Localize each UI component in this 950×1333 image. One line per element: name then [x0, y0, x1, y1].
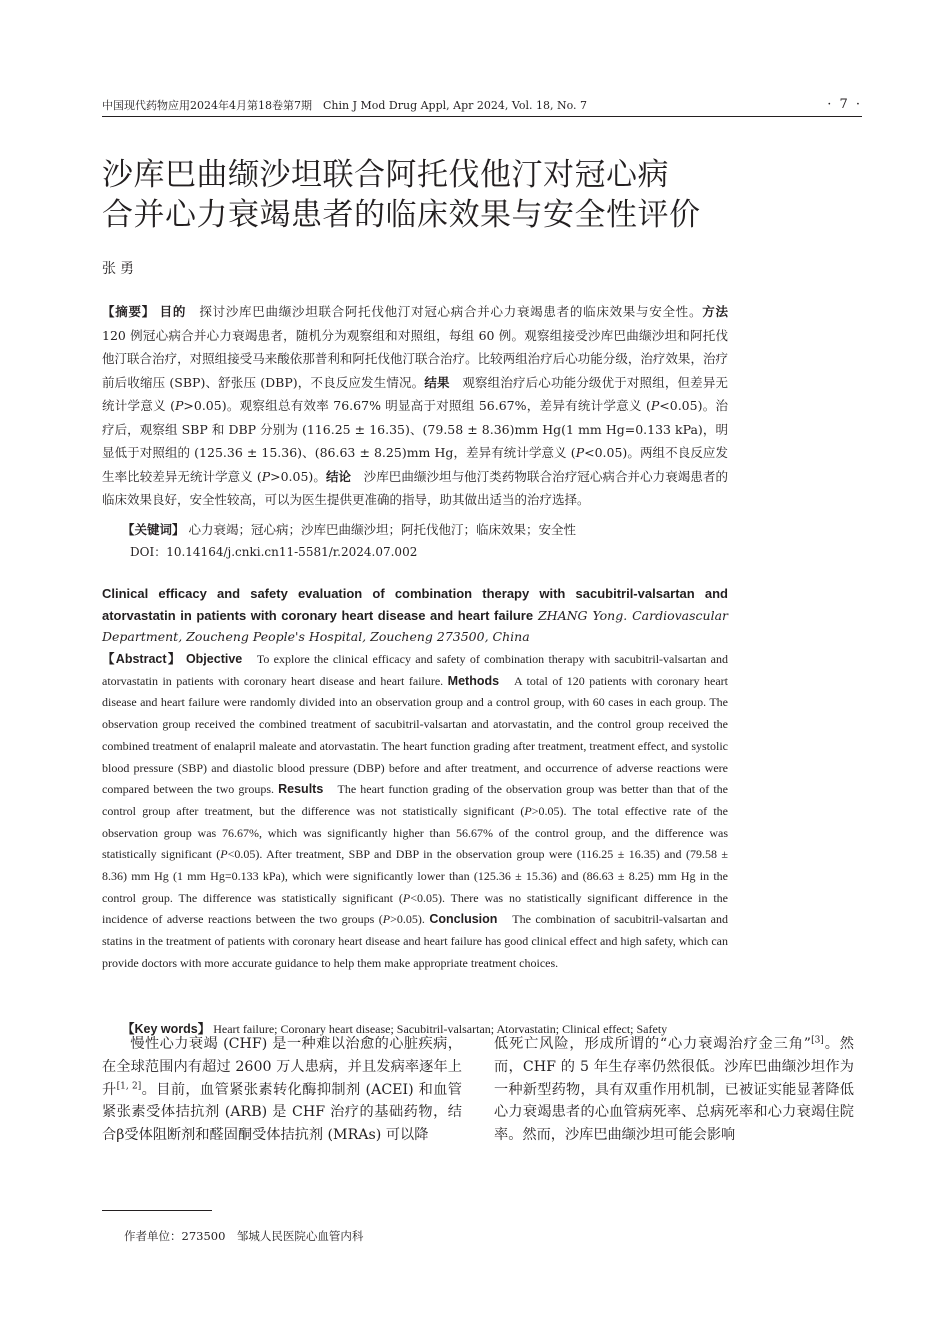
- en-conclusion-text: The combination of sacubitril-valsartan and statins in the treatment of patients with coronary heart disease and heart failure has good clinical effect and high safety, which can provide doctors with more accurate guidance to help them make appropriate treatment choices.: [102, 912, 728, 970]
- title-line-2: 合并心力衰竭患者的临床效果与安全性评价: [102, 197, 701, 233]
- english-title: Clinical efficacy and safety evaluation of combination therapy with sacubitril-valsartan and atorvastatin in patients with coronary heart disease and heart failure: [102, 586, 728, 623]
- reference-1-2: [1, 2]: [116, 1080, 142, 1091]
- footnote-divider: [102, 1210, 212, 1211]
- en-abstract-label: 【Abstract】: [102, 652, 182, 666]
- objective-label: 目的: [159, 304, 187, 319]
- english-affiliation: ZHANG Yong. Cardiovascular Department, Zoucheng People's Hospital, Zoucheng 273500, China: [102, 607, 729, 644]
- english-title-block: [102, 583, 728, 648]
- en-keywords-label: 【Key words】: [122, 1022, 211, 1036]
- results-text: 观察组治疗后心功能分级优于对照组，但差异无统计学意义 (P>0.05)。观察组总有效率 76.67% 明显高于对照组 56.67%，差异有统计学意义 (P<0.05)。治疗后，观察组 SBP 和 DBP 分别为 (116.25 ± 16.35)、(79.58 ± 8.36)mm Hg(1 mm Hg=0.133 kPa)，明显低于对照组的 (125.36 ± 15.36)、(86.63 ± 8.25)mm Hg，差异有统计学意义 (P<0.05)。两组不良反应发生率比较差异无统计学意义 (P>0.05)。: [102, 374, 728, 484]
- keywords-text: 心力衰竭；冠心病；沙库巴曲缬沙坦；阿托伐他汀；临床效果；安全性: [188, 522, 577, 537]
- reference-3: [3]: [811, 1035, 824, 1046]
- en-results-text: The heart function grading of the observation group was better than that of the control group after treatment, but the difference was not statistically significant (P>0.05). The total effective rate of the observation group was 76.67%, which was significantly higher than 56.67% of the control group, and the difference was statistically significant (P<0.05). After treatment, SBP and DBP in the observation group were (116.25 ± 16.35) and (79.58 ± 8.36) mm Hg (1 mm Hg=0.133 kPa), which were significantly lower than (125.36 ± 15.36) and (86.63 ± 8.25) mm Hg in the control group. The difference was statistically significant (P<0.05). There was no statistically significant difference in the incidence of adverse reactions between the two groups (P>0.05).: [102, 782, 729, 927]
- body-column-left: 慢性心力衰竭 (CHF) 是一种难以治愈的心脏疾病，在全球范围内有超过 2600 万人患病，并且发病率逐年上升[1, 2]。目前，血管紧张素转化酶抑制剂 (ACEI) 和血管紧张素受体拮抗剂 (ARB) 是 CHF 治疗的基础药物，结合β受体阻断剂和醛固酮受体拮抗剂 (MRAs) 可以降: [102, 1036, 462, 1144]
- en-methods-text: A total of 120 patients with coronary heart disease and heart failure were randomly divided into an observation group and a control group, with 60 cases in each group. The observation group received the combined treatment of sacubitril-valsartan and atorvastatin, and the control group received the combined treatment of enalapril maleate and atorvastatin. The heart function grading after treatment, treatment effect, and systolic blood pressure (SBP) and diastolic blood pressure (DBP) before and after treatment, and occurrence of adverse reactions were compared between the two groups.: [102, 673, 728, 797]
- en-conclusion-label: Conclusion: [429, 912, 498, 927]
- journal-citation: 中国现代药物应用2024年4月第18卷第7期 Chin J Mod Drug Appl, Apr 2024, Vol. 18, No. 7: [102, 99, 587, 112]
- english-abstract: [102, 649, 728, 975]
- body-column-right: 低死亡风险，形成所谓的“心力衰竭治疗金三角”[3]。然而，CHF 的 5 年生存率仍然很低。沙库巴曲缬沙坦作为一种新型药物，具有双重作用机制，已被证实能显著降低心力衰竭患者的心血管病死率、总病死率和心力衰竭住院率。然而，沙库巴曲缬沙坦可能会影响: [494, 1035, 854, 1144]
- en-objective-label: Objective: [185, 652, 243, 666]
- methods-label: 方法: [702, 304, 728, 319]
- keywords-label: 【关键词】: [122, 522, 185, 537]
- title-line-1: 沙库巴曲缬沙坦联合阿托伐他汀对冠心病: [102, 157, 669, 193]
- running-head: [102, 98, 862, 117]
- methods-text: 120 例冠心病合并心力衰竭患者，随机分为观察组和对照组，每组 60 例。观察组接受沙库巴曲缬沙坦和阿托伐他汀联合治疗，对照组接受马来酸依那普利和阿托伐他汀联合治疗。比较两组治疗后心功能分级，治疗效果，治疗前后收缩压 (SBP)、舒张压 (DBP)，不良反应发生情况。: [102, 327, 728, 390]
- en-keywords-text: Heart failure; Coronary heart disease; Sacubitril-valsartan; Atorvastatin; Clinical effect; Safety: [213, 1022, 668, 1036]
- author-affiliation-footnote: 作者单位：273500 邹城人民医院心血管内科: [124, 1229, 364, 1243]
- page-number: · 7 ·: [827, 97, 862, 112]
- objective-text: 探讨沙库巴曲缬沙坦联合阿托伐他汀对冠心病合并心力衰竭患者的临床效果与安全性。: [199, 304, 703, 319]
- results-label: 结果: [424, 374, 450, 390]
- abstract-label: 【摘要】: [102, 304, 155, 319]
- chinese-abstract: [102, 300, 728, 512]
- en-methods-label: Methods: [447, 673, 500, 688]
- conclusion-label: 结论: [325, 468, 352, 484]
- en-results-label: Results: [278, 782, 324, 797]
- conclusion-text: 沙库巴曲缬沙坦与他汀类药物联合治疗冠心病合并心力衰竭患者的临床效果良好，安全性较高，可以为医生提供更准确的指导，助其做出适当的治疗选择。: [102, 468, 728, 507]
- doi: DOI：10.14164/j.cnki.cn11-5581/r.2024.07.002: [130, 545, 418, 559]
- author: 张勇: [102, 261, 138, 277]
- en-objective-text: To explore the clinical efficacy and safety of combination therapy with sacubitril-valsartan and atorvastatin in patients with coronary heart disease and heart failure.: [102, 652, 728, 688]
- chinese-keywords: [122, 518, 728, 541]
- article-title: [102, 155, 822, 235]
